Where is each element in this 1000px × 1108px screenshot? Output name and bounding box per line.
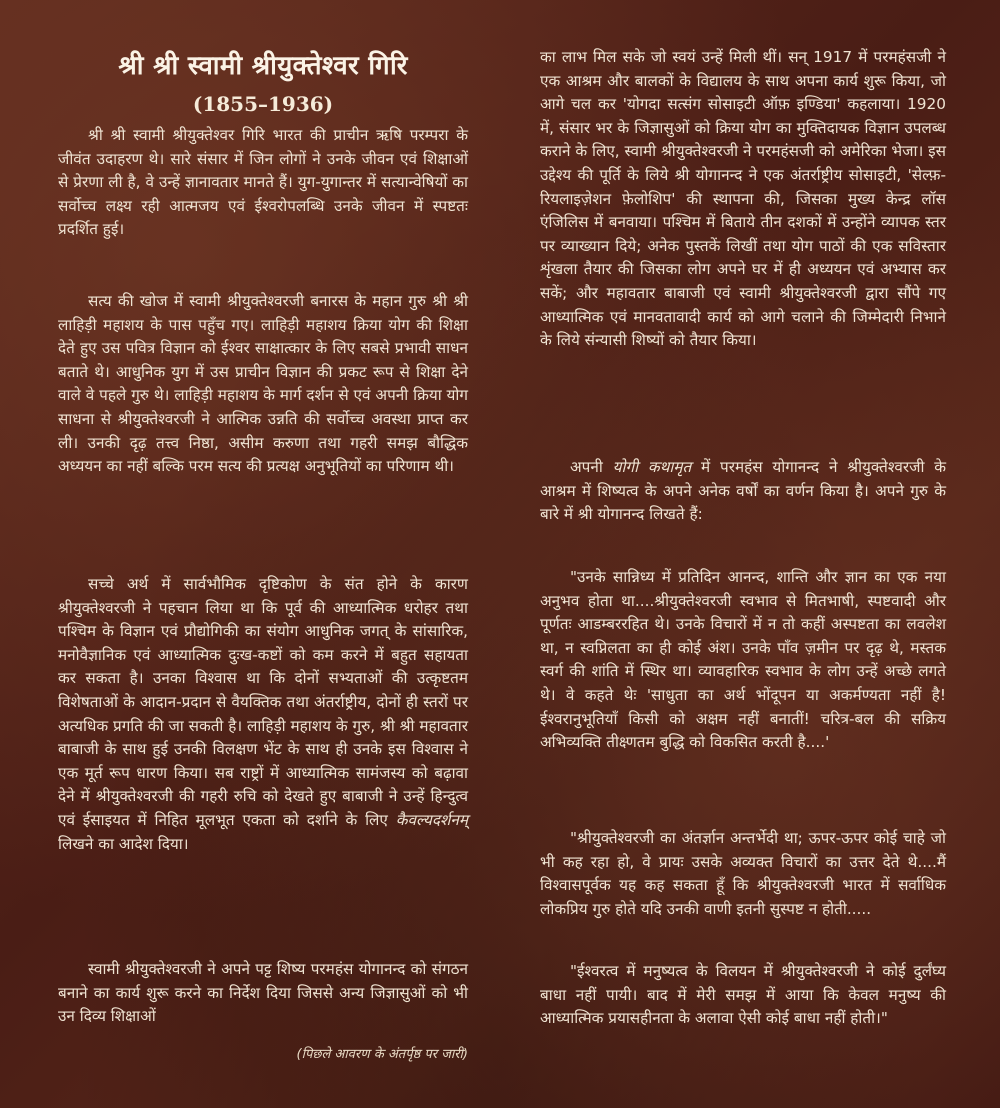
right-paragraph-2	[540, 456, 946, 527]
quote-paragraph-3: "ईश्वरत्व में मनुष्यत्व के विलयन में श्रीयुक्तेश्वरजी ने कोई दुर्लंघ्य बाधा नहीं पायी। बाद में मेरी समझ में आया कि केवल मनुष्य की आध्यात्मिक प्रयासहीनता के अलावा ऐसी कोई बाधा नहीं होती।"	[540, 962, 946, 1028]
left-paragraph-4: स्वामी श्रीयुक्तेश्वरजी ने अपने पट्ट शिष्य परमहंस योगानन्द को संगठन बनाने का कार्य शुरू करने का निर्देश दिया जिससे अन्य जिज्ञासुओं को भी उन दिव्य शिक्षाओं	[58, 960, 468, 1026]
left-paragraph-3-end: लिखने का आदेश दिया।	[58, 834, 189, 853]
left-paragraph-3-text: सच्चे अर्थ में सार्वभौमिक दृष्टिकोण के संत होने के कारण श्रीयुक्तेश्वरजी ने पहचान लिया था कि पूर्व की आध्यात्मिक धरोहर तथा पश्चिम के विज्ञान एवं प्रौद्योगिकी का संयोग आधुनिक जगत् के सांसारिक, मनोवैज्ञानिक एवं आध्यात्मिक दुःख-कष्टों को कम करने में बहुत सहायता कर सकता है। उनका विश्वास था कि दोनों सभ्यताओं की उत्कृष्टतम विशेषताओं के आदान-प्रदान से वैयक्तिक तथा अंतर्राष्ट्रीय, दोनों ही स्तरों पर अत्यधिक प्रगति की जा सकती है। लाहिड़ी महाशय के गुरु, श्री श्री महावतार बाबाजी के साथ हुई उनकी विलक्षण भेंट के साथ ही उनके इस विश्वास ने एक मूर्त रूप धारण किया। सब राष्ट्रों में आध्यात्मिक सामंजस्य को बढ़ावा देने में श्रीयुक्तेश्वरजी की गहरी रुचि को देखते हुए बाबाजी ने उन्हें हिन्दुत्व एवं ईसाइयत में निहित मूलभूत एकता को दर्शाने के लिए	[58, 575, 468, 829]
left-paragraph-3	[58, 573, 468, 856]
left-paragraph-1: श्री श्री स्वामी श्रीयुक्तेश्वर गिरि भारत की प्राचीन ऋषि परम्परा के जीवंत उदाहरण थे। सारे संसार में जिन लोगों ने उनके जीवन एवं शिक्षाओं से प्रेरणा ली है, वे उन्हें ज्ञानावतार मानते हैं। युग-युगान्तर में सत्यान्वेषियों का सर्वोच्च लक्ष्य रही आत्मजय एवं ईश्वरोपलब्धि उनके जीवन में स्पष्टतः प्रदर्शित हुई।	[58, 126, 468, 239]
quote-paragraph-1: "उनके सान्निध्य में प्रतिदिन आनन्द, शान्ति और ज्ञान का एक नया अनुभव होता था....श्रीयुक्तेश्वरजी स्वभाव से मितभाषी, स्पष्टवादी और पूर्णतः आडम्बररहित थे। उनके विचारों में न तो कहीं अस्पष्टता का लवलेश था, न स्वप्निलता का ही कोई अंश। उनके पाँव ज़मीन पर दृढ़ थे, मस्तक स्वर्ग की शांति में स्थिर था। व्यावहारिक स्वभाव के लोग उन्हें अच्छे लगते थे। वे कहते थेः 'साधुता का अर्थ भोंदूपन या अकर्मण्यता नहीं है! ईश्वरानुभूतियाँ किसी को अक्षम नहीं बनातीं! चरित्र-बल की सक्रिय अभिव्यक्ति तीक्ष्णतम बुद्धि को विकसित करती है....'	[540, 568, 946, 752]
right-paragraph-2-end: में परमहंस योगानन्द ने श्रीयुक्तेश्वरजी के आश्रम में शिष्यत्व के अपने अनेक वर्षों का वर्णन किया है। अपने गुरु के बारे में श्री योगानन्द लिखते हैं:	[540, 458, 946, 524]
page-title: श्री श्री स्वामी श्रीयुक्तेश्वर गिरि	[118, 51, 408, 81]
book-title-yogi-kathamrit: योगी कथामृत	[612, 458, 692, 476]
right-paragraph-1: का लाभ मिल सके जो स्वयं उन्हें मिली थीं। सन् 1917 में परमहंसजी ने एक आश्रम और बालकों के विद्यालय के साथ अपना कार्य शुरू किया, जो आगे चल कर 'योगदा सत्संग सोसाइटी ऑफ़ इण्डिया' कहलाया। 1920 में, संसार भर के जिज्ञासुओं को क्रिया योग का मुक्तिदायक विज्ञान उपलब्ध कराने के लिए, स्वामी श्रीयुक्तेश्वरजी ने परमहंसजी को अमेरिका भेजा। इस उद्देश्य की पूर्ति के लिये श्री योगानन्द ने एक अंतर्राष्ट्रीय सोसाइटी, 'सेल्फ़-रियलाइज़ेशन फ़ेलोशिप' की स्थापना की, जिसका मुख्य केन्द्र लॉस एंजिलिस में बनवाया। पश्चिम में बिताये तीन दशकों में उन्होंने व्यापक स्तर पर व्याख्यान दिये; अनेक पुस्तकें लिखीं तथा योग पाठों की एक सविस्तार शृंखला तैयार की जिसका लोग अपने घर में ही अध्ययन एवं अभ्यास कर सकें; और महावतार बाबाजी एवं स्वामी श्रीयुक्तेश्वरजी द्वारा सौंपे गए आध्यात्मिक एवं मानवतावादी कार्य को आगे चलाने की जिम्मेदारी निभाने के लिये संन्यासी शिष्यों को तैयार किया।	[540, 48, 946, 350]
left-paragraph-2: सत्य की खोज में स्वामी श्रीयुक्तेश्वरजी बनारस के महान गुरु श्री श्री लाहिड़ी महाशय के पास पहुँच गए। लाहिड़ी महाशय क्रिया योग की शिक्षा देते हुए उस पवित्र विज्ञान को ईश्वर साक्षात्कार के लिए सबसे प्रभावी साधन बताते थे। आधुनिक युग में उस प्राचीन विज्ञान की प्रकट रूप से शिक्षा देने वाले वे पहले गुरु थे। लाहिड़ी महाशय के मार्ग दर्शन से एवं अपनी क्रिया योग साधना से श्रीयुक्तेश्वरजी ने आत्मिक उन्नति की सर्वोच्च अवस्था प्राप्त कर ली। उनकी दृढ़ तत्त्व निष्ठा, असीम करुणा तथा गहरी समझ बौद्धिक अध्ययन का नहीं बल्कि परम सत्य की प्रत्यक्ष अनुभूतियों का परिणाम थी।	[58, 292, 468, 476]
continued-note: (पिछले आवरण के अंतर्पृष्ठ पर जारी)	[296, 1047, 468, 1062]
right-paragraph-2-start: अपनी	[570, 458, 613, 476]
book-title-kaivalya-darshanam: कैवल्यदर्शनम्	[395, 810, 468, 829]
quote-paragraph-2: "श्रीयुक्तेश्वरजी का अंतर्ज्ञान अन्तर्भेदी था; ऊपर-ऊपर कोई चाहे जो भी कह रहा हो, वे प्रायः उसके अव्यक्त विचारों का उत्तर देते थे....मैं विश्वासपूर्वक यह कह सकता हूँ कि श्रीयुक्तेश्वरजी भारत में सर्वाधिक लोकप्रिय गुरु होते यदि उनकी वाणी इतनी सुस्पष्ट न होती.....	[540, 829, 946, 918]
life-years: (1855–1936)	[192, 92, 334, 116]
